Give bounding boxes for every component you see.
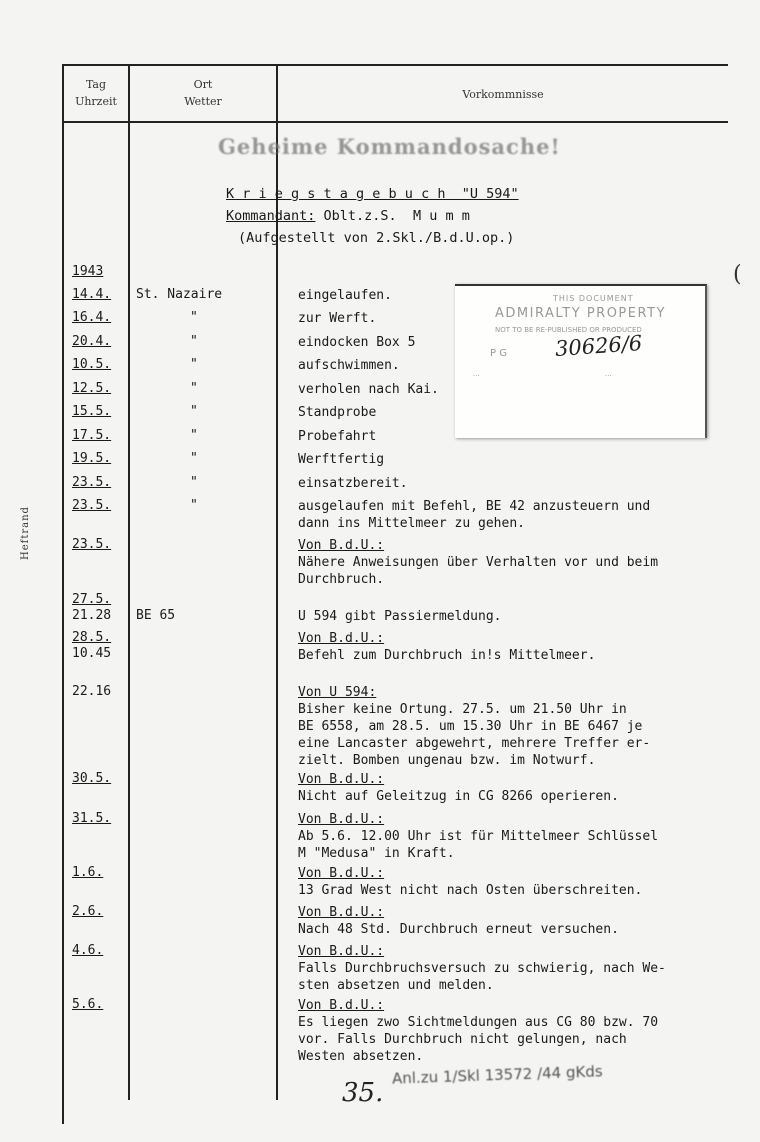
entry-text (298, 428, 376, 445)
entry-line: Durchbruch. (298, 572, 385, 587)
entry-date: 28.5. (72, 630, 112, 645)
entry-heading: Von B.d.U.: (298, 905, 385, 920)
stamp-line-6: ... (605, 370, 612, 378)
entry-line: Standprobe (298, 405, 377, 420)
title-line-1 (226, 184, 519, 204)
entry-date: 12.5. (72, 381, 112, 396)
stamp-line-4: P G (490, 348, 507, 359)
entry-date: 23.5. (72, 498, 112, 513)
entry-time: 22.16 (72, 684, 112, 699)
entry-line: eine Lancaster abgewehrt, mehrere Treffer er- (298, 736, 651, 751)
entry-heading: Von B.d.U.: (298, 538, 385, 553)
entry-date: 2.6. (72, 904, 104, 919)
entry-text (298, 904, 619, 938)
entry-place: " (190, 310, 198, 325)
entry-date: 1.6. (72, 865, 104, 880)
entry-line: dann ins Mittelmeer zu gehen. (298, 516, 525, 531)
header-ort: Ort (193, 78, 213, 91)
entry-place: " (190, 404, 198, 419)
entry-heading: Von B.d.U.: (298, 772, 385, 787)
entry-line: Befehl zum Durchbruch in!s Mittelmeer. (298, 648, 596, 663)
entry-text (298, 811, 658, 862)
entry-place: BE 65 (136, 608, 176, 623)
stamp-line-1: THIS DOCUMENT (553, 294, 634, 303)
page-number: 35. (342, 1078, 384, 1108)
entry-text (298, 451, 384, 468)
entry-line: vor. Falls Durchbruch nicht gelungen, nach (298, 1032, 627, 1047)
entry-date: 15.5. (72, 404, 112, 419)
entry-text (298, 608, 502, 625)
diary-title: K r i e g s t a g e b u c h "U 594" (226, 186, 519, 202)
commander-label: Kommandant: (226, 208, 316, 224)
header-tag: Tag (85, 78, 107, 91)
entry-heading: Von B.d.U.: (298, 812, 385, 827)
column-divider-1 (128, 64, 130, 1100)
entry-line: Falls Durchbruchsversuch zu schwierig, nach We- (298, 961, 666, 976)
entry-line: Nach 48 Std. Durchbruch erneut versuchen. (298, 922, 619, 937)
entry-line: einsatzbereit. (298, 476, 408, 491)
stamp-line-5: ... (473, 370, 480, 378)
entry-line: Westen absetzen. (298, 1049, 424, 1064)
header-vorkommnisse: Vorkommnisse (462, 88, 544, 101)
header-wetter: Wetter (184, 95, 222, 108)
header-rule (62, 121, 728, 123)
entry-place: St. Nazaire (136, 287, 223, 302)
header-tag-uhrzeit (64, 76, 128, 110)
entry-text (298, 475, 408, 492)
entry-text (298, 381, 439, 398)
entry-date: 23.5. (72, 475, 112, 490)
entry-line: ausgelaufen mit Befehl, BE 42 anzusteuern und (298, 499, 651, 514)
entry-heading: Von B.d.U.: (298, 866, 385, 881)
entry-time: 10.45 (72, 646, 112, 661)
entry-text (298, 498, 650, 532)
entry-text (298, 404, 376, 421)
entry-line: eindocken Box 5 (298, 335, 416, 350)
entry-line: eingelaufen. (298, 288, 392, 303)
commander-value: Oblt.z.S. M u m m (315, 208, 470, 224)
entry-place: " (190, 357, 198, 372)
stamp-line-3: NOT TO BE RE-PUBLISHED OR PRODUCED (495, 326, 642, 334)
entry-text (298, 684, 650, 769)
title-line-2 (226, 206, 470, 226)
entry-text (298, 943, 666, 994)
stamp-handwritten-number: 30626/6 (554, 330, 643, 362)
entry-time: 21.28 (72, 608, 112, 623)
entry-line: verholen nach Kai. (298, 382, 439, 397)
secret-stamp: Geheime Kommandosache! (218, 134, 561, 159)
margin-label: Heftrand (20, 506, 31, 560)
entry-date: 19.5. (72, 451, 112, 466)
entry-text (298, 357, 400, 374)
entry-line: Es liegen zwo Sichtmeldungen aus CG 80 bzw. 70 (298, 1015, 659, 1030)
entry-line: zielt. Bomben ungenau bzw. im Notwurf. (298, 753, 596, 768)
entry-text (298, 630, 595, 664)
stamp-line-2: ADMIRALTY PROPERTY (495, 306, 666, 321)
entry-text (298, 287, 392, 304)
entry-text (298, 537, 658, 588)
title-line-3: (Aufgestellt von 2.Skl./B.d.U.op.) (238, 230, 515, 246)
entry-date: 14.4. (72, 287, 112, 302)
archive-reference: Anl.zu 1/Skl 13572 /44 gKds (391, 1062, 603, 1088)
entry-line: sten absetzen und melden. (298, 978, 494, 993)
entry-line: Nähere Anweisungen über Verhalten vor und beim (298, 555, 659, 570)
entry-place: " (190, 498, 198, 513)
entry-line: Nicht auf Geleitzug in CG 8266 operieren. (298, 789, 619, 804)
entry-heading: Von B.d.U.: (298, 944, 385, 959)
entry-line: Bisher keine Ortung. 27.5. um 21.50 Uhr in (298, 702, 627, 717)
entry-date: 4.6. (72, 943, 104, 958)
entry-text (298, 997, 658, 1065)
entry-date: 20.4. (72, 334, 112, 349)
entry-date: 5.6. (72, 997, 104, 1012)
entry-line: BE 6558, am 28.5. um 15.30 Uhr in BE 6467 je (298, 719, 643, 734)
entry-line: U 594 gibt Passiermeldung. (298, 609, 502, 624)
entry-date: 16.4. (72, 310, 112, 325)
entry-place: " (190, 451, 198, 466)
entry-place: " (190, 475, 198, 490)
entry-heading: Von U 594: (298, 685, 377, 700)
admiralty-stamp (455, 284, 707, 438)
entry-place: " (190, 428, 198, 443)
entry-heading: Von B.d.U.: (298, 631, 385, 646)
year-label: 1943 (72, 264, 104, 279)
entry-date: 17.5. (72, 428, 112, 443)
entry-text (298, 771, 619, 805)
entry-date: 23.5. (72, 537, 112, 552)
entry-date: 31.5. (72, 811, 112, 826)
entry-line: Ab 5.6. 12.00 Uhr ist für Mittelmeer Schlüssel (298, 829, 659, 844)
entry-date: 10.5. (72, 357, 112, 372)
entry-line: Probefahrt (298, 429, 377, 444)
entry-text (298, 865, 642, 899)
entry-text (298, 310, 376, 327)
entry-heading: Von B.d.U.: (298, 998, 385, 1013)
entry-place: " (190, 381, 198, 396)
top-rule (62, 64, 728, 66)
entry-date: 30.5. (72, 771, 112, 786)
entry-place: " (190, 334, 198, 349)
entry-line: M "Medusa" in Kraft. (298, 846, 455, 861)
entry-line: zur Werft. (298, 311, 377, 326)
header-uhrzeit: Uhrzeit (75, 95, 117, 108)
entry-date: 27.5. (72, 592, 112, 607)
entry-line: Werftfertig (298, 452, 385, 467)
header-ort-wetter (130, 76, 276, 110)
left-border (62, 64, 64, 1124)
entry-line: aufschwimmen. (298, 358, 400, 373)
entry-text (298, 334, 415, 351)
margin-mark: ( (733, 262, 742, 287)
entry-line: 13 Grad West nicht nach Osten überschreiten. (298, 883, 643, 898)
